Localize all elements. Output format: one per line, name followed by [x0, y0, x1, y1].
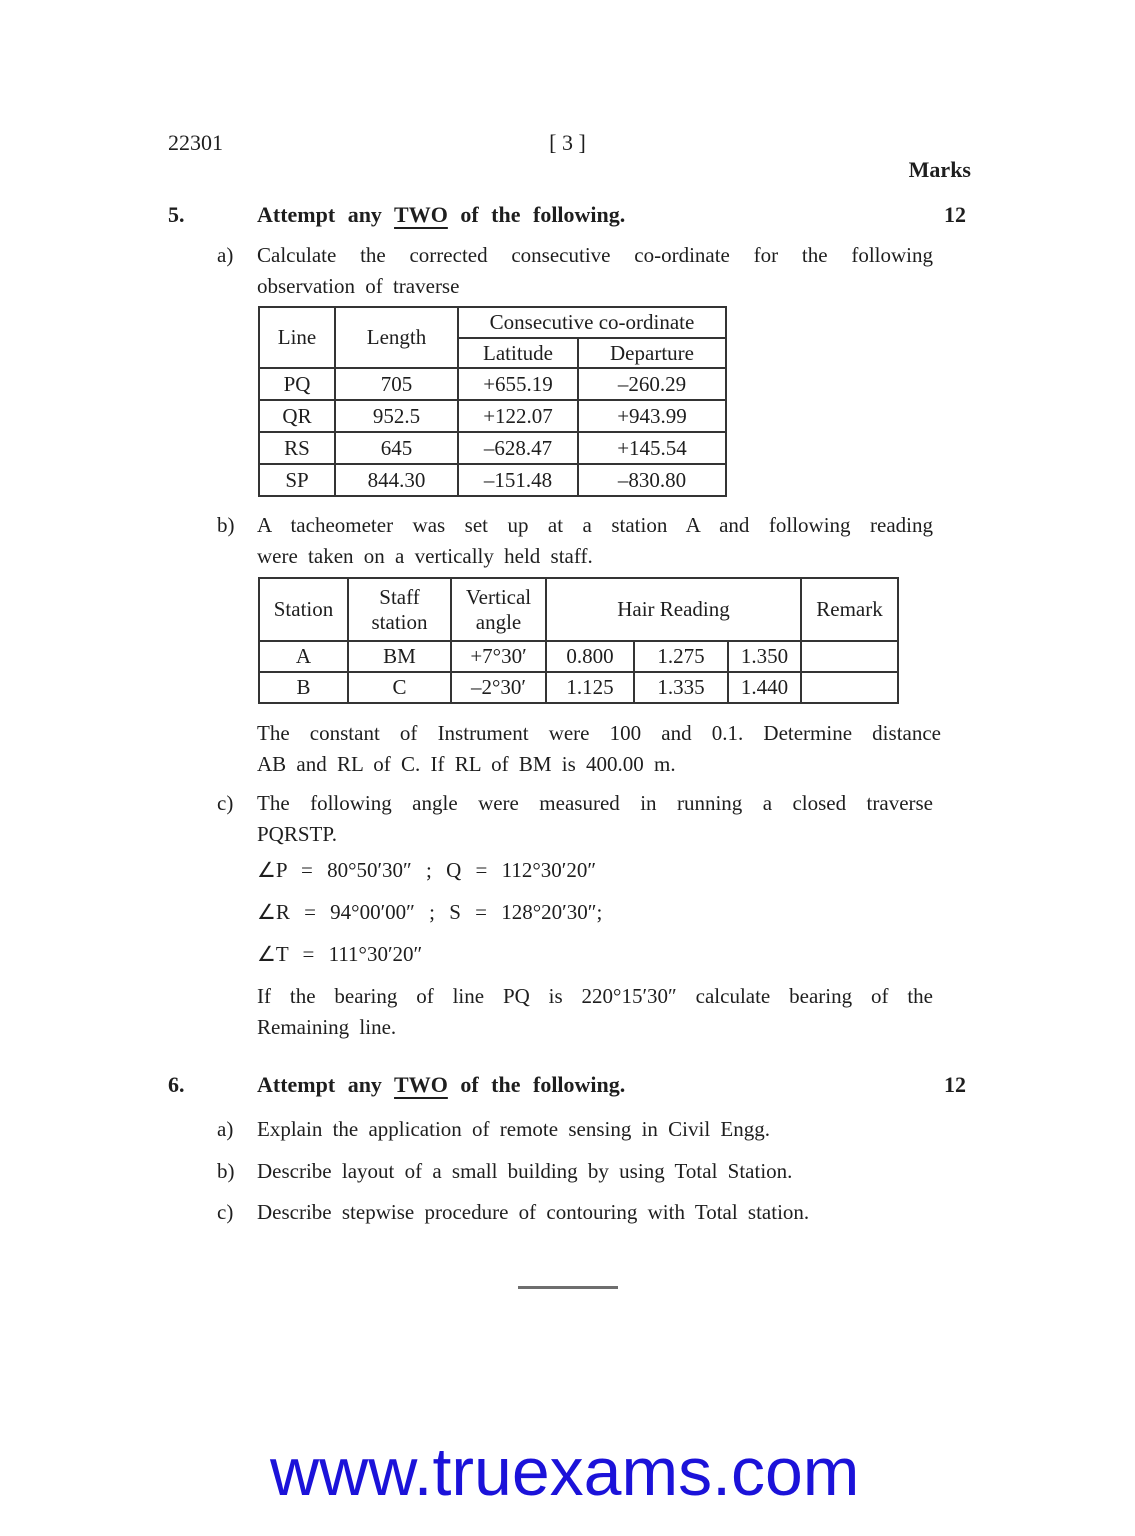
angle-line-3: ∠T = 111°30′20″	[257, 942, 423, 966]
cell-line: SP	[259, 464, 335, 496]
angle-line-1: ∠P = 80°50′30″ ; Q = 112°30′20″	[257, 858, 597, 882]
q5c-line2: PQRSTP.	[257, 822, 337, 846]
cell-hair3: 1.350	[728, 641, 801, 672]
traverse-col-length: Length	[335, 307, 458, 368]
tacheometer-table	[258, 577, 899, 704]
cell-length: 844.30	[335, 464, 458, 496]
cell-line: PQ	[259, 368, 335, 400]
tacheo-col-staff: Staff station	[348, 578, 451, 641]
q6a-label: a)	[217, 1117, 234, 1141]
table-row	[259, 368, 726, 400]
q5a-line2: observation of traverse	[257, 274, 460, 298]
watermark: www.truexams.com	[270, 1434, 860, 1510]
q5b-note-line1: The constant of Instrument were 100 and 0.1. Determine distance	[257, 721, 941, 745]
traverse-col-group: Consecutive co-ordinate	[458, 307, 726, 338]
cell-latitude: –151.48	[458, 464, 578, 496]
q5c-label: c)	[217, 791, 234, 815]
table-row	[259, 464, 726, 496]
q5-heading	[257, 202, 625, 228]
cell-remark	[801, 672, 898, 703]
q6-marks: 12	[944, 1072, 966, 1097]
cell-remark	[801, 641, 898, 672]
q6b-label: b)	[217, 1159, 235, 1183]
q5b-line2: were taken on a vertically held staff.	[257, 544, 593, 568]
q5-marks: 12	[944, 202, 966, 227]
marks-label: Marks	[908, 157, 971, 182]
tacheo-col-vertical: Vertical angle	[451, 578, 546, 641]
paper-code: 22301	[168, 130, 223, 155]
tacheo-col-hair: Hair Reading	[546, 578, 801, 641]
end-divider	[518, 1286, 618, 1289]
cell-length: 645	[335, 432, 458, 464]
q5c-note	[257, 981, 933, 1043]
cell-hair2: 1.275	[634, 641, 728, 672]
cell-latitude: +655.19	[458, 368, 578, 400]
cell-length: 705	[335, 368, 458, 400]
cell-latitude: +122.07	[458, 400, 578, 432]
q5-heading-pre: Attempt any	[257, 202, 382, 227]
cell-hair3: 1.440	[728, 672, 801, 703]
q5-heading-post: of the following.	[460, 202, 626, 227]
cell-hair1: 0.800	[546, 641, 634, 672]
table-row	[259, 672, 898, 703]
q5-heading-underlined: TWO	[394, 202, 448, 227]
q6b-text: Describe layout of a small building by using Total Station.	[257, 1159, 793, 1183]
q5c-note-line2: Remaining line.	[257, 1015, 397, 1039]
cell-station: B	[259, 672, 348, 703]
cell-angle: +7°30′	[451, 641, 546, 672]
table-row	[259, 641, 898, 672]
q5c-note-line1: If the bearing of line PQ is 220°15′30″ calculate bearing of the	[257, 984, 933, 1008]
traverse-table	[258, 306, 727, 497]
q5b-line1: A tacheometer was set up at a station A and following reading	[257, 513, 933, 537]
cell-hair2: 1.335	[634, 672, 728, 703]
cell-length: 952.5	[335, 400, 458, 432]
cell-latitude: –628.47	[458, 432, 578, 464]
traverse-col-latitude: Latitude	[458, 338, 578, 368]
cell-line: RS	[259, 432, 335, 464]
cell-staff: C	[348, 672, 451, 703]
q5b-note	[257, 718, 941, 780]
q6-heading-underlined: TWO	[394, 1072, 448, 1097]
tacheo-col-remark: Remark	[801, 578, 898, 641]
q5b-note-line2: AB and RL of C. If RL of BM is 400.00 m.	[257, 752, 676, 776]
traverse-col-departure: Departure	[578, 338, 726, 368]
q5-number: 5.	[168, 202, 185, 227]
tacheo-col-station: Station	[259, 578, 348, 641]
q5a-line1: Calculate the corrected consecutive co-ordinate for the following	[257, 243, 933, 267]
q5a-text	[257, 240, 933, 302]
q5c-line1: The following angle were measured in running a closed traverse	[257, 791, 933, 815]
q6-heading-pre: Attempt any	[257, 1072, 382, 1097]
q5a-label: a)	[217, 243, 234, 267]
q6a-text: Explain the application of remote sensing in Civil Engg.	[257, 1117, 770, 1141]
table-row	[259, 400, 726, 432]
q6-heading	[257, 1072, 625, 1098]
cell-departure: –260.29	[578, 368, 726, 400]
table-row	[259, 432, 726, 464]
angle-line-2: ∠R = 94°00′00″ ; S = 128°20′30″;	[257, 900, 603, 924]
cell-staff: BM	[348, 641, 451, 672]
cell-line: QR	[259, 400, 335, 432]
cell-departure: +943.99	[578, 400, 726, 432]
q6c-label: c)	[217, 1200, 234, 1224]
cell-station: A	[259, 641, 348, 672]
cell-hair1: 1.125	[546, 672, 634, 703]
q5b-text	[257, 510, 933, 572]
page-number: [ 3 ]	[549, 130, 586, 155]
traverse-col-line: Line	[259, 307, 335, 368]
q5c-text	[257, 788, 933, 850]
q6-heading-post: of the following.	[460, 1072, 626, 1097]
cell-departure: –830.80	[578, 464, 726, 496]
q5b-label: b)	[217, 513, 235, 537]
cell-angle: –2°30′	[451, 672, 546, 703]
q6-number: 6.	[168, 1072, 185, 1097]
q6c-text: Describe stepwise procedure of contouring with Total station.	[257, 1200, 810, 1224]
cell-departure: +145.54	[578, 432, 726, 464]
